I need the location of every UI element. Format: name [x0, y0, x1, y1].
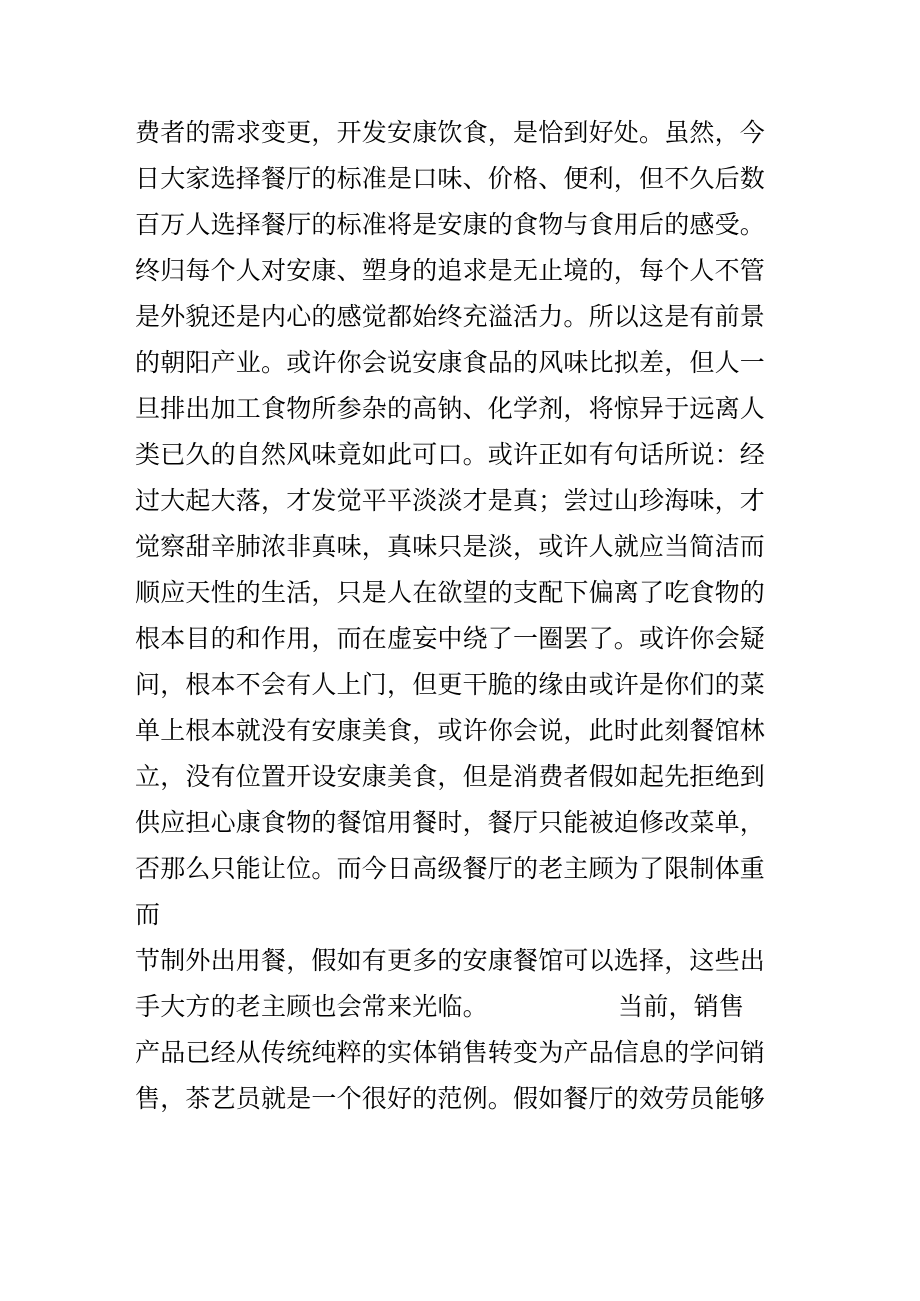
text-line: 类已久的自然风味竟如此可口。或许正如有句话所说：经	[135, 440, 766, 469]
text-line: 日大家选择餐厅的标准是口味、价格、便利，但不久后数	[135, 164, 766, 193]
text-line: 售，茶艺员就是一个很好的范例。假如餐厅的效劳员能够	[135, 1084, 766, 1113]
text-line: 节制外出用餐，假如有更多的安康餐馆可以选择，这些出	[135, 946, 766, 975]
text-line: 费者的需求变更，开发安康饮食，是恰到好处。虽然，今	[135, 118, 766, 147]
text-line: 问，根本不会有人上门，但更干脆的缘由或许是你们的菜	[135, 670, 766, 699]
text-line: 觉察甜辛肺浓非真味，真味只是淡，或许人就应当简洁而	[135, 532, 766, 561]
text-line: 是外貌还是内心的感觉都始终充溢活力。所以这是有前景	[135, 302, 766, 331]
text-line: 根本目的和作用，而在虚妄中绕了一圈罢了。或许你会疑	[135, 624, 766, 653]
text-line: 产品已经从传统纯粹的实体销售转变为产品信息的学问销	[135, 1038, 766, 1067]
text-line: 的朝阳产业。或许你会说安康食品的风味比拟差，但人一	[135, 348, 766, 377]
text-line: 旦排出加工食物所参杂的高钠、化学剂，将惊异于远离人	[135, 394, 766, 423]
text-line: 百万人选择餐厅的标准将是安康的食物与食用后的感受。	[135, 210, 766, 239]
text-line: 供应担心康食物的餐馆用餐时，餐厅只能被迫修改菜单，	[135, 808, 766, 837]
text-line: 顺应天性的生活，只是人在欲望的支配下偏离了吃食物的	[135, 578, 766, 607]
text-line: 立，没有位置开设安康美食，但是消费者假如起先拒绝到	[135, 762, 766, 791]
text-line: 终归每个人对安康、塑身的追求是无止境的，每个人不管	[135, 256, 766, 285]
text-line: 过大起大落，才发觉平平淡淡才是真；尝过山珍海味，才	[135, 486, 766, 515]
text-line: 单上根本就没有安康美食，或许你会说，此时此刻餐馆林	[135, 716, 766, 745]
text-line: 而	[135, 900, 161, 929]
text-line: 手大方的老主顾也会常来光临。 当前，销售	[135, 992, 745, 1021]
text-line: 否那么只能让位。而今日高级餐厅的老主顾为了限制体重	[135, 854, 766, 883]
body-text	[135, 110, 800, 1122]
